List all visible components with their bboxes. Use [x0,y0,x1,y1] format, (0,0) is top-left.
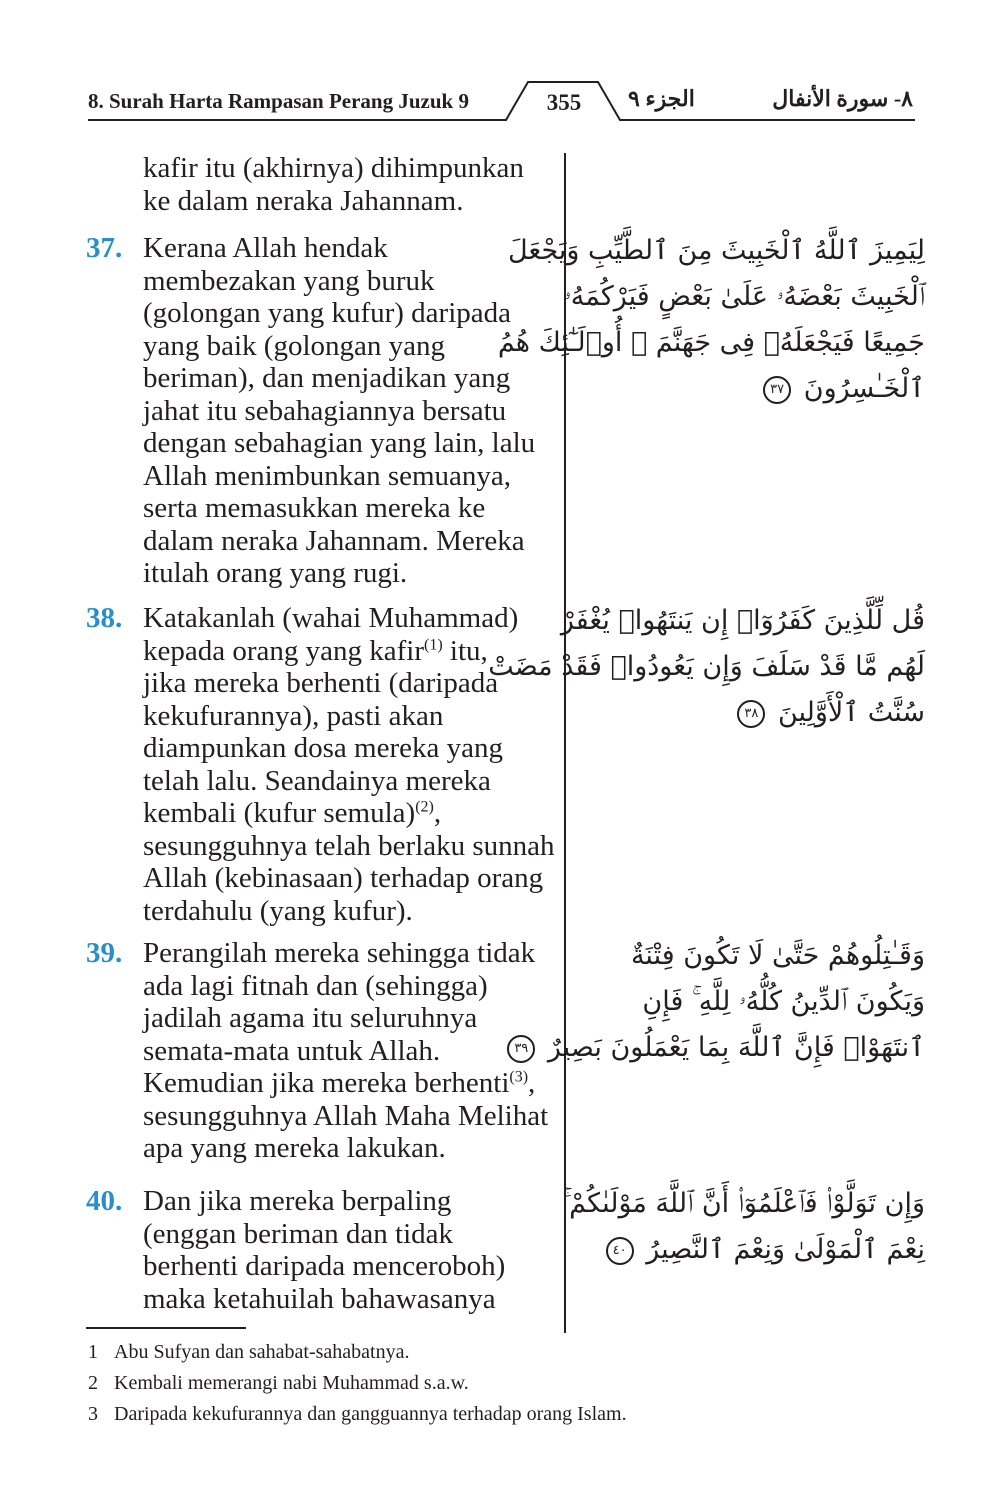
verse-text-40 [143,1185,563,1315]
text-line: (enggan beriman dan tidak [143,1217,454,1250]
ayah-marker: ٣٨ [737,700,765,728]
footnote-rule [86,1327,246,1329]
text-line: beriman), dan menjadikan yang [143,362,511,394]
text-fragment: itu, [442,634,488,667]
arabic-line: وَقَـٰتِلُوهُمْ حَتَّىٰ لَا تَكُونَ فِتْنَةٌ [630,940,925,971]
verse-number-38: 38. [86,602,123,634]
verse-number-40: 40. [86,1185,123,1217]
text-line: kekufurannya), pasti akan [143,699,444,732]
ayah-marker: ٤٠ [606,1237,634,1265]
text-line: berhenti daripada menceroboh) [143,1250,506,1282]
text-line: jahat itu sebahagiannya bersatu [143,394,507,427]
text-line: maka ketahuilah bahawasanya [143,1282,496,1315]
footnote-text: Abu Sufyan dan sahabat-sahabatnya. [114,1341,410,1363]
arabic-line: وَإِن تَوَلَّوْا۟ فَٱعْلَمُوٓا۟ أَنَّ ٱللَّهَ مَوْلَىٰكُمْ ۚ [562,1188,925,1219]
arabic-text: سُنَّتُ ٱلْأَوَّلِينَ [777,697,925,728]
text-fragment: kembali (kufur semula) [143,797,416,829]
text-line: Dan jika mereka berpaling [143,1185,452,1217]
text-line: Allah (kebinasaan) terhadap orang [143,862,544,894]
footnote-number: 1 [88,1341,98,1363]
arabic-verse-40 [562,1181,925,1273]
footnote-ref-2[interactable]: (2) [415,798,434,816]
verse-text-39 [143,937,563,1165]
footnote-ref-3[interactable]: (3) [509,1068,529,1086]
footnote-text: Kembali memerangi nabi Muhammad s.a.w. [114,1372,469,1394]
page-number: 355 [546,90,582,115]
text-line: dengan sebahagian yang lain, lalu [143,427,536,459]
text-fragment: Kemudian jika mereka berhenti [143,1067,510,1099]
text-line: itulah orang yang rugi. [143,557,408,589]
text-line: sesungguhnya Allah Maha Melihat [143,1099,549,1132]
text-line: jadilah agama itu seluruhnya [143,1002,478,1034]
arabic-text: ٱلْخَـٰسِرُونَ [803,373,925,404]
text-line: Kerana Allah hendak [143,232,388,264]
footnote-ref-1[interactable]: (1) [424,635,443,653]
text-line: ada lagi fitnah dan (sehingga) [143,969,488,1002]
footnote-number: 3 [88,1403,98,1425]
text-line: semata-mata untuk Allah. [143,1034,441,1067]
text-line: kafir itu (akhirnya) dihimpunkan [143,152,524,184]
arabic-line [514,1025,925,1071]
verse-number-39: 39. [86,937,123,969]
text-line: apa yang mereka lakukan. [143,1132,446,1164]
arabic-line [585,690,925,736]
arabic-line [585,1227,925,1273]
footnote-1 [88,1340,409,1364]
page-header [0,0,1000,130]
arabic-verse-38 [488,598,925,736]
text-line: Allah menimbunkan semuanya, [143,459,512,492]
text-line: membezakan yang buruk [143,264,435,297]
text-fragment: , [433,797,442,829]
text-line [143,1067,563,1100]
text-fragment: kepada orang yang kafir [143,634,425,667]
text-line: Katakanlah (wahai Muhammad) [143,602,519,634]
text-line: diampunkan dosa mereka yang [143,732,503,764]
arabic-line: جَمِيعًا فَيَجْعَلَهُۥ فِى جَهَنَّمَ ۚ أُو۟لَـٰٓئِكَ هُمُ [497,327,925,358]
arabic-line: ٱلْخَبِيثَ بَعْضَهُۥ عَلَىٰ بَعْضٍ فَيَرْكُمَهُۥ [564,281,925,312]
arabic-line: لَهُم مَّا قَدْ سَلَفَ وَإِن يَعُودُوا۟ فَقَدْ مَضَتْ [488,651,925,682]
arabic-verse-39 [514,933,925,1071]
arabic-line: وَيَكُونَ ٱلدِّينُ كُلُّهُۥ لِلَّهِ ۚ فَإِنِ [642,986,925,1017]
text-fragment: , [528,1067,536,1099]
text-line: yang baik (golongan yang [143,329,446,362]
verse-number-37: 37. [86,232,123,264]
text-line: jika mereka berhenti (daripada [143,667,499,699]
arabic-line: قُل لِّلَّذِينَ كَفَرُوٓا۟ إِن يَنتَهُوا۟ يُغْفَرْ [560,605,925,636]
text-line: (golongan yang kufur) daripada [143,297,512,329]
text-line: ke dalam neraka Jahannam. [143,184,464,217]
text-line [143,797,563,830]
text-line: sesungguhnya telah berlaku sunnah [143,829,555,862]
footnote-number: 2 [88,1372,98,1394]
running-title: 8. Surah Harta Rampasan Perang Juzuk 9 [88,89,469,113]
surah-arabic-title: ٨- سورة الأنفال [772,86,913,111]
text-line: serta memasukkan mereka ke [143,492,486,524]
juz-arabic: الجزء ٩ [628,86,695,111]
ayah-marker: ٣٩ [507,1035,535,1063]
verse-text-37 [143,232,563,590]
ayah-marker: ٣٧ [763,376,791,404]
arabic-text: نِعْمَ ٱلْمَوْلَىٰ وَنِعْمَ ٱلنَّصِيرُ [646,1234,925,1265]
arabic-text: ٱنتَهَوْا۟ فَإِنَّ ٱللَّهَ بِمَا يَعْمَلُونَ بَصِيرٌ [547,1032,925,1063]
text-line: dalam neraka Jahannam. Mereka [143,524,525,557]
text-line: terdahulu (yang kufur). [143,894,413,927]
footnote-3 [88,1402,627,1426]
arabic-line [585,366,925,412]
continuation-text [143,152,563,217]
arabic-line: لِيَمِيزَ ٱللَّهُ ٱلْخَبِيثَ مِنَ ٱلطَّيِّبِ وَيَجْعَلَ [507,235,925,266]
arabic-verse-37 [497,228,925,412]
text-line: telah lalu. Seandainya mereka [143,764,491,797]
text-line: Perangilah mereka sehingga tidak [143,937,536,969]
footnote-text: Daripada kekufurannya dan gangguannya terhadap orang Islam. [114,1403,627,1425]
footnote-2 [88,1371,469,1395]
